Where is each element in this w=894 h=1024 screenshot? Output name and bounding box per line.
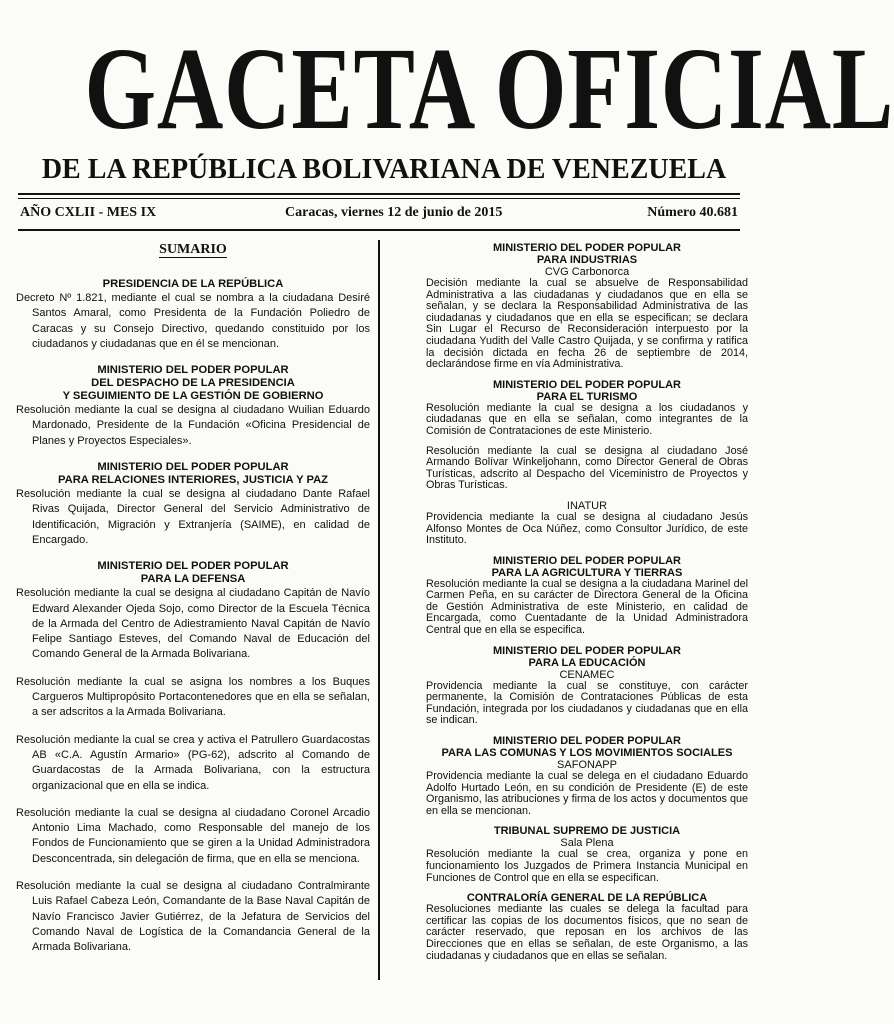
sumario-section	[426, 825, 748, 884]
sumario-entry: Resolución mediante la cual se designa a la ciudadana Marinel del Carmen Peña, en su carácter de Directora General de la Oficina de Gestión Administrativa de este Ministerio, en calidad de Encargada, como Cuentadante de la Unidad Administradora Central que en ella se especifica.	[426, 577, 748, 637]
entry-gap	[16, 721, 370, 733]
section-heading: MINISTERIO DEL PODER POPULAR	[97, 461, 289, 474]
sumario-section	[426, 645, 748, 727]
section-heading: MINISTERIO DEL PODER POPULAR	[492, 378, 682, 391]
sumario-entry: Decreto Nº 1.821, mediante el cual se nombra a la ciudadana Desiré Santos Amaral, como Presidenta de la Fundación Poliedro de Caracas y su Consejo Directivo, quedando constituido por los ciudadanos y ciudadanas que en él se mencionan.	[16, 292, 370, 350]
sumario-entry: Resolución mediante la cual se designa al ciudadano Wuilian Eduardo Mardonado, Presidente de la Fundación «Oficina Presidencial de Planes y Proyectos Especiales».	[16, 404, 370, 447]
sumario-entry: Providencia mediante la cual se constituye, con carácter permanente, la Comisión de Contrataciones Públicas de esta Fundación, integrada por los ciudadanos y ciudadanas que en ella se indican.	[426, 679, 748, 727]
sumario-section	[16, 461, 370, 548]
column-divider	[378, 240, 380, 980]
entry-gap	[16, 794, 370, 806]
section-heading: PARA INDUSTRIAS	[536, 254, 638, 266]
sumario-section	[426, 735, 748, 817]
section-subheading: CVG Carbonorca	[544, 266, 630, 278]
section-heading: PARA EL TURISMO	[536, 390, 638, 403]
section-heading: PARA LA AGRICULTURA Y TIERRAS	[491, 566, 683, 579]
issue-date: Caracas, viernes 12 de junio de 2015	[285, 205, 503, 220]
sumario-section	[16, 364, 370, 449]
section-heading: MINISTERIO DEL PODER POPULAR	[492, 644, 682, 657]
sumario-section	[426, 379, 748, 492]
sumario-section	[426, 892, 748, 962]
sumario-entry: Providencia mediante la cual se designa al ciudadano Jesús Alfonso Montes de Oca Núñez, como Consultor Jurídico, de este Instituto.	[426, 510, 748, 547]
section-heading: CONTRALORÍA GENERAL DE LA REPÚBLICA	[466, 892, 708, 905]
section-heading: MINISTERIO DEL PODER POPULAR	[97, 560, 289, 573]
header-rule-top	[18, 193, 740, 195]
sumario-entry: Resolución mediante la cual se crea, organiza y pone en funcionamiento los Juzgados de Primera Instancia Municipal en Funciones de Control que en ella se especifican.	[426, 848, 748, 884]
section-heading: DEL DESPACHO DE LA PRESIDENCIA	[91, 377, 295, 390]
sumario-section	[426, 242, 748, 371]
entry-gap	[16, 663, 370, 675]
header-rule-top-thin	[18, 198, 740, 199]
section-subheading: Sala Plena	[560, 837, 614, 850]
sumario-entry: Providencia mediante la cual se delega en el ciudadano Eduardo Adolfo Hurtado León, en su condición de Presidente (E) de este Organismo, las atribuciones y firma de los actos y documentos que en ella se mencionan.	[426, 770, 748, 817]
section-heading: PARA RELACIONES INTERIORES, JUSTICIA Y PAZ	[58, 474, 328, 487]
section-subheading: CENAMEC	[559, 668, 615, 681]
issue-number: Número 40.681	[647, 205, 738, 220]
section-heading: TRIBUNAL SUPREMO DE JUSTICIA	[493, 825, 681, 838]
sumario-left-column	[16, 242, 370, 968]
sumario-section	[426, 500, 748, 547]
sumario-entry: Resolución mediante la cual se designa al ciudadano Dante Rafael Rivas Quijada, Director General del Servicio Administrativo de Identificación, Migración y Extranjería (SAIME), en calidad de Encargado.	[16, 488, 370, 546]
sumario-entry: Resoluciones mediante las cuales se delega la facultad para certificar las copias de los documentos físicos, que no sean de carácter reservado, que reposan en los archivos de las Direcciones que en ellas se señalan, de este Organismo, a las ciudadanas y ciudadanos que en ellas se señalan.	[426, 903, 748, 962]
section-heading: PARA LAS COMUNAS Y LOS MOVIMIENTOS SOCIALES	[441, 747, 733, 760]
sumario-entry: Resolución mediante la cual se designa al ciudadano José Armando Bolívar Winkeljohann, como Director General de Obras Turísticas, adscrito al Despacho del Viceministro de Proyectos y Obras Turísticas.	[426, 444, 748, 492]
sumario-entry: Resolución mediante la cual se designa a los ciudadanos y ciudadanas que en ella se señalan, como integrantes de la Comisión de Contrataciones de este Ministerio.	[426, 401, 748, 437]
section-subheading: SAFONAPP	[557, 759, 617, 772]
sumario-heading	[16, 242, 370, 258]
section-heading: PARA LA EDUCACIÓN	[528, 656, 646, 669]
section-heading: PRESIDENCIA DE LA REPÚBLICA	[102, 278, 284, 290]
sumario-entry: Resolución mediante la cual se designa al ciudadano Contralmirante Luis Rafael Cabeza León, Comandante de la Base Naval Capitán de Navío Francisco Javier Gutiérrez, de la Jefatura de Servicios del Comando Naval de Logística de la Comandancia General de la Armada Bolivariana.	[16, 880, 370, 954]
right-sections	[426, 242, 748, 962]
sumario-entry: Resolución mediante la cual se crea y activa el Patrullero Guardacostas AB «C.A. Agustín Armario» (PG-62), adscrito al Comando de Guardacostas de la Armada Bolivariana, con la estructura organizacional que en ella se indica.	[16, 733, 370, 792]
section-heading: MINISTERIO DEL PODER POPULAR	[492, 242, 682, 254]
entry-gap	[16, 867, 370, 879]
sumario-entry: Resolución mediante la cual se designa al ciudadano Capitán de Navío Edward Alexander Ojeda Sojo, como Director de la Escuela Técnica de la Armada del Centro de Adiestramiento Naval Capitán de Navío Felipe Santiago Esteves, del Comando Naval de Educación del Comando General de la Armada Bolivariana.	[16, 587, 370, 661]
sumario-entry: Resolución mediante la cual se designa al ciudadano Coronel Arcadio Antonio Lima Machado, como Responsable del manejo de los Fondos de Funcionamiento que se giren a la Unidad Administradora Desconcentrada, sin delegación de firma, que en ella se menciona.	[16, 806, 370, 865]
section-heading: MINISTERIO DEL PODER POPULAR	[97, 364, 289, 377]
sumario-entry: Decisión mediante la cual se absuelve de Responsabilidad Administrativa a las ciudadanas y ciudadanos que en ella se señalan, y se declara la Responsabilidad Administrativa de las ciudadanas y ciudadanos que en ella se especifican; se declara Sin Lugar el Recurso de Reconsideración interpuesto por la ciudadana Yudith del Valle Castro Quijada, y se confirma y ratifica la decisión dictada en fecha 26 de septiembre de 2014, declarándose firme en vía Administrativa.	[426, 277, 748, 371]
section-heading: MINISTERIO DEL PODER POPULAR	[492, 735, 682, 748]
sumario-section	[16, 560, 370, 955]
left-sections	[16, 278, 370, 956]
issue-year: AÑO CXLII - MES IX	[20, 205, 157, 220]
masthead-title: GACETA OFICIAL	[84, 23, 894, 154]
header-rule-bottom	[18, 229, 740, 231]
sumario-section	[16, 278, 370, 352]
sumario-entry: Resolución mediante la cual se asigna los nombres a los Buques Cargueros Multipropósito Portacontenedores que en ella se señalan, a ser adscritos a la Armada Bolivariana.	[16, 675, 370, 719]
section-heading: MINISTERIO DEL PODER POPULAR	[492, 554, 682, 567]
section-subheading: INATUR	[566, 499, 608, 512]
section-heading: PARA LA DEFENSA	[140, 573, 246, 586]
masthead-subtitle: DE LA REPÚBLICA BOLIVARIANA DE VENEZUELA	[41, 154, 727, 185]
sumario-section	[426, 555, 748, 637]
section-heading: Y SEGUIMIENTO DE LA GESTIÓN DE GOBIERNO	[62, 390, 324, 403]
sumario-right-column	[426, 242, 748, 970]
sumario-title: SUMARIO	[159, 242, 227, 257]
